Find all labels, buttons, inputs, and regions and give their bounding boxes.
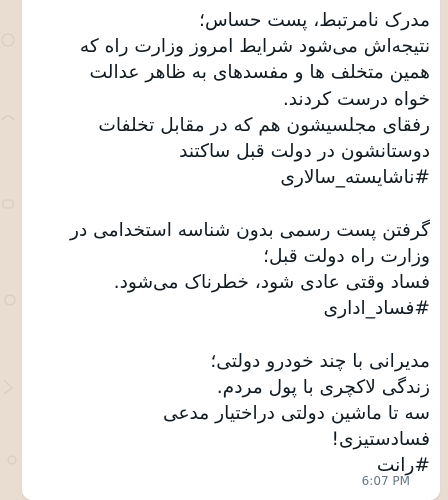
message-line: رفقای مجلسیشون هم که در مقابل تخلفات (98, 114, 430, 136)
message-line: گرفتن پست رسمی بدون شناسه استخدامی در (69, 219, 430, 241)
message-line: وزارت راه دولت قبل؛ (263, 245, 430, 267)
hashtag-link[interactable]: #رانت (376, 455, 430, 477)
message-text (30, 8, 430, 480)
message-line: مدیرانی با چند خودرو دولتی؛ (210, 350, 430, 372)
message-timestamp: 6:07 PM (361, 474, 410, 488)
message-line: خواه درست کردند. (282, 88, 430, 110)
message-line: نتیجه‌اش می‌شود شرایط امروز وزارت راه که (79, 36, 430, 58)
message-line: مدرک نامرتبط، پست حساس؛ (199, 10, 430, 31)
message-line: همین متخلف ها و مفسدهای به ظاهر عدالت (89, 62, 430, 84)
hashtag-link[interactable]: #ناشایسته_سالاری (280, 167, 430, 189)
message-line: فساد وقتی عادی شود، خطرناک می‌شود. (113, 272, 430, 294)
message-line: زندگی لاکچری با پول مردم. (216, 376, 430, 398)
paragraph-gap (30, 191, 430, 217)
message-line: دوستانشون در دولت قبل ساکتند (179, 141, 430, 163)
hashtag-link[interactable]: #فساد_اداری (323, 298, 430, 320)
message-line: سه تا ماشین دولتی دراختیار مدعی (162, 403, 430, 425)
message-line: فسادستیزی! (331, 429, 430, 451)
message-bubble[interactable] (22, 0, 440, 500)
paragraph-gap (30, 322, 430, 348)
